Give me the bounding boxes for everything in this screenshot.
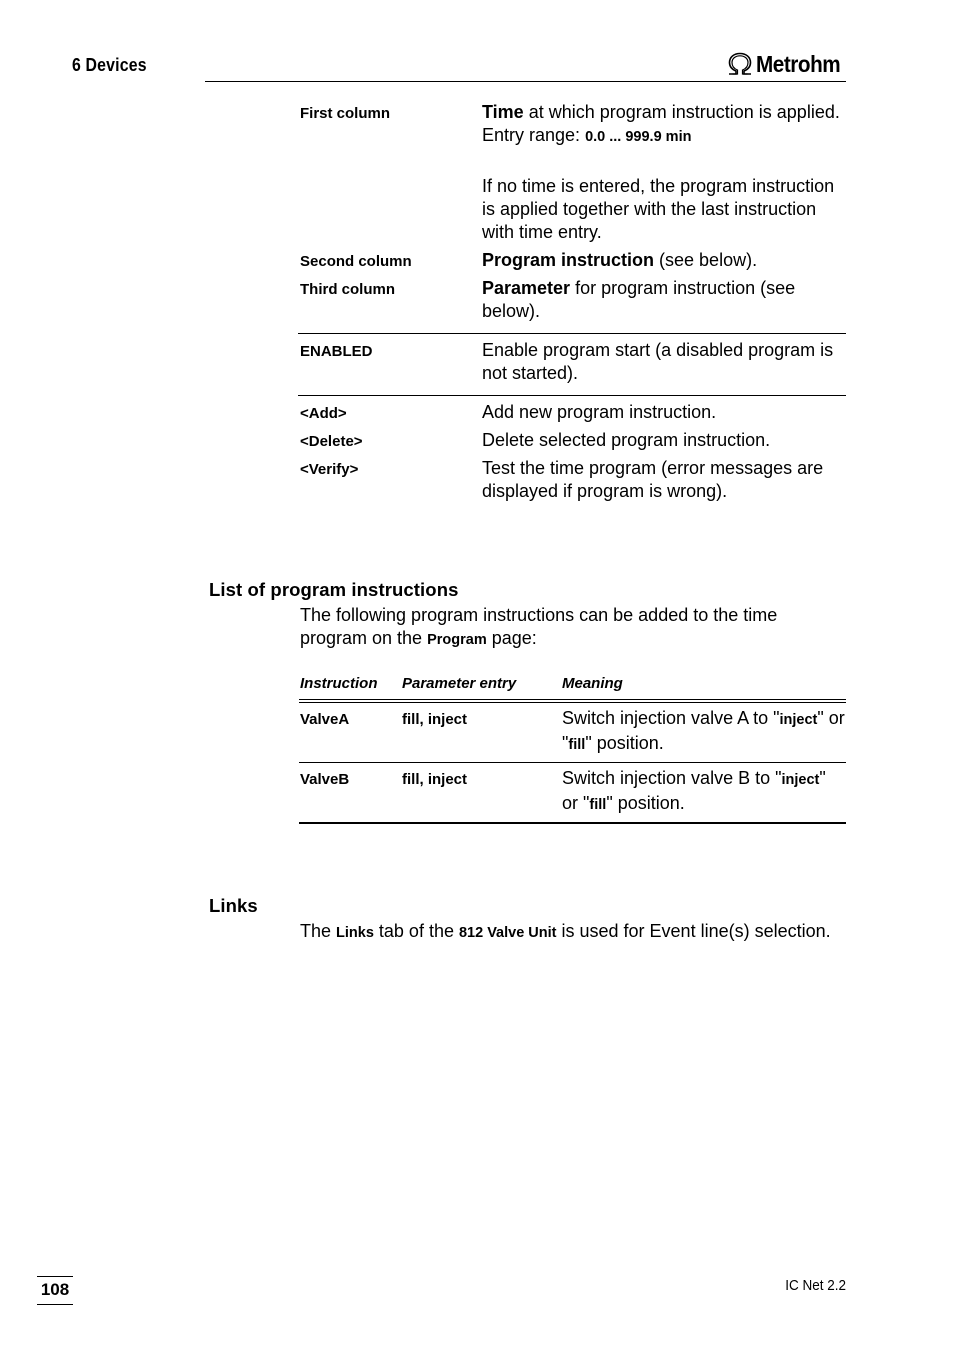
omega-icon xyxy=(726,52,754,76)
term-third-column: Third column xyxy=(300,281,395,298)
divider xyxy=(298,395,846,396)
desc-add: Add new program instruction. xyxy=(482,402,717,422)
table-cell-parameter: fill, inject xyxy=(402,711,468,728)
term-add: <Add> xyxy=(300,405,347,422)
desc-verify: Test the time program (error messages are displayed if program is wrong). xyxy=(482,458,824,501)
term-delete: <Delete> xyxy=(300,433,363,450)
page-number: 108 xyxy=(40,1280,70,1299)
desc-delete: Delete selected program instruction. xyxy=(482,430,771,450)
brand-name: Metrohm xyxy=(756,50,841,77)
table-bottom-rule xyxy=(299,822,846,824)
divider xyxy=(298,333,846,334)
term-first-column: First column xyxy=(300,105,391,122)
desc-enabled: Enable program start (a disabled program is not started). xyxy=(482,340,834,383)
entry-range-value: 0.0 ... 999.9 min xyxy=(585,129,692,145)
desc-bold: Time xyxy=(482,102,524,122)
header-rule xyxy=(205,81,846,82)
heading-program-instructions: List of program instructions xyxy=(209,579,459,600)
term-second-column: Second column xyxy=(300,253,412,270)
desc-third-column: Parameter for program instruction (see below). xyxy=(482,278,796,321)
table-cell-instruction: ValveB xyxy=(300,771,350,788)
table-header-meaning: Meaning xyxy=(562,675,623,692)
heading-links: Links xyxy=(209,895,258,916)
program-instructions-intro: The following program instructions can be added to the time program on the Program page: xyxy=(300,605,778,648)
product-name: IC Net 2.2 xyxy=(785,1277,846,1294)
table-cell-meaning: Switch injection valve B to "inject" or "fill" position. xyxy=(562,768,826,813)
table-header-parameter: Parameter entry xyxy=(402,675,517,692)
brand-logo xyxy=(726,50,850,78)
table-cell-meaning: Switch injection valve A to "inject" or "fill" position. xyxy=(562,708,845,753)
table-cell-parameter: fill, inject xyxy=(402,771,468,788)
term-enabled: ENABLED xyxy=(300,343,373,360)
section-title: 6 Devices xyxy=(72,55,147,75)
table-header-instruction: Instruction xyxy=(300,675,378,692)
links-text: The Links tab of the 812 Valve Unit is used for Event line(s) selection. xyxy=(300,921,831,941)
desc-second-column: Program instruction (see below). xyxy=(482,250,758,270)
table-header-rule xyxy=(299,699,846,703)
table-cell-instruction: ValveA xyxy=(300,711,350,728)
desc-first-column-note: If no time is entered, the program instruction is applied together with the last instruction with time entry. xyxy=(482,176,835,242)
table-row-rule xyxy=(299,762,846,763)
desc-first-column: Time at which program instruction is applied. Entry range: 0.0 ... 999.9 min xyxy=(482,102,840,145)
term-verify: <Verify> xyxy=(300,461,359,478)
